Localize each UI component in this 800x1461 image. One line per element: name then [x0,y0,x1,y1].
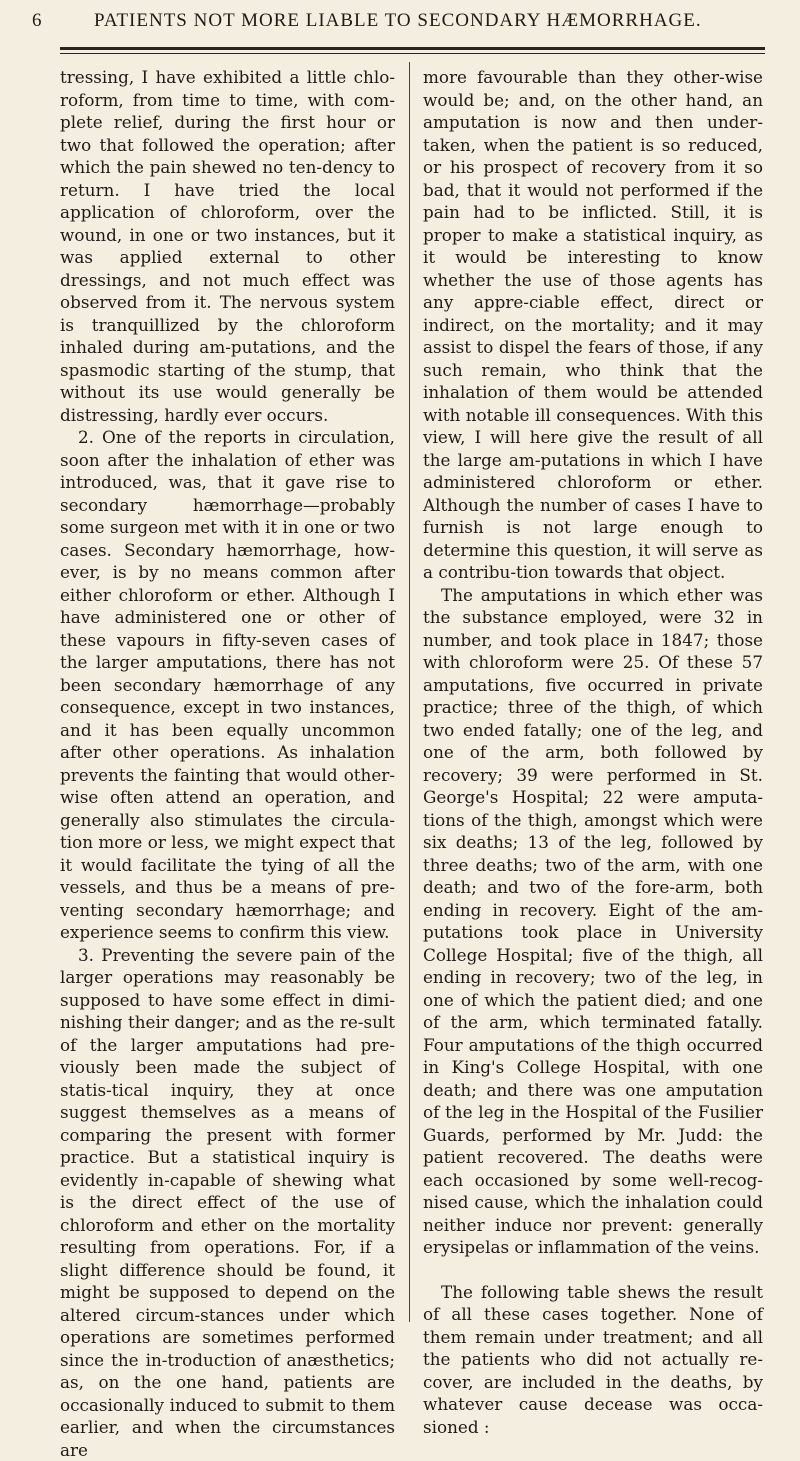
right-column [423,66,763,1438]
running-title: PATIENTS NOT MORE LIABLE TO SECONDARY HÆMORRHAGE. [94,10,702,32]
right-paragraph-3: The following table shews the result of all these cases together. None of them remain under treatment; and all the patients who did not actually re-cover, are included in the deaths, by whatever cause decease was occa-sioned : [423,1281,763,1439]
left-column [60,66,395,1461]
running-head [32,10,772,40]
left-paragraph-3: 3. Preventing the severe pain of the larger operations may reasonably be supposed to have some effect in dimi-nishing their danger; and as the re-sult of the larger amputations had pre-viously been made the subject of statis-tical inquiry, they at once suggest themselves as a means of comparing the present with former practice. But a statistical inquiry is evidently in-capable of shewing what is the direct effect of the use of chloroform and ether on the mortality resulting from operations. For, if a slight difference should be found, it might be supposed to depend on the altered circum-stances under which operations are sometimes performed since the in-troduction of anæsthetics; as, on the one hand, patients are occasionally induced to submit to them earlier, and when the circumstances are [60,944,395,1461]
header-rule-thin [60,53,765,54]
column-divider [409,62,410,1322]
page-number: 6 [32,10,43,32]
left-paragraph-1: tressing, I have exhibited a little chlo-roform, from time to time, with com-plete relief, during the first hour or two that followed the operation; after which the pain shewed no ten-dency to return. I have tried the local application of chloroform, over the wound, in one or two instances, but it was applied external to other dressings, and not much effect was observed from it. The nervous system is tranquillized by the chloroform inhaled during am-putations, and the spasmodic starting of the stump, that without its use would generally be distressing, hardly ever occurs. [60,66,395,426]
right-paragraph-1: more favourable than they other-wise would be; and, on the other hand, an amputation is now and then under-taken, when the patient is so reduced, or his prospect of recovery from it so bad, that it would not performed if the pain had to be inflicted. Still, it is proper to make a statistical inquiry, as it would be interesting to know whether the use of those agents has any appre-ciable effect, direct or indirect, on the mortality; and it may assist to dispel the fears of those, if any such remain, who think that the inhalation of them would be attended with notable ill consequences. With this view, I will here give the result of all the large am-putations in which I have administered chloroform or ether. Although the number of cases I have to furnish is not large enough to determine this question, it will serve as a contribu-tion towards that object. [423,66,763,584]
right-paragraph-2: The amputations in which ether was the substance employed, were 32 in number, and took place in 1847; those with chloroform were 25. Of these 57 amputations, five occurred in private practice; three of the thigh, of which two ended fatally; one of the leg, and one of the arm, both followed by recovery; 39 were performed in St. George's Hospital; 22 were amputa-tions of the thigh, amongst which were six deaths; 13 of the leg, followed by three deaths; two of the arm, with one death; and two of the fore-arm, both ending in recovery. Eight of the am-putations took place in University College Hospital; five of the thigh, all ending in recovery; two of the leg, in one of which the patient died; and one of the arm, which terminated fatally. Four amputations of the thigh occurred in King's College Hospital, with one death; and there was one amputation of the leg in the Hospital of the Fusilier Guards, performed by Mr. Judd: the patient recovered. The deaths were each occasioned by some well-recog-nised cause, which the inhalation could neither induce nor prevent: generally erysipelas or inflammation of the veins. [423,584,763,1259]
header-rule-thick [60,47,765,50]
left-paragraph-2: 2. One of the reports in circulation, soon after the inhalation of ether was introduced, was, that it gave rise to secondary hæmorrhage—probably some surgeon met with it in one or two cases. Secondary hæmorrhage, how-ever, is by no means common after either chloroform or ether. Although I have administered one or other of these vapours in fifty-seven cases of the larger amputations, there has not been secondary hæmorrhage of any consequence, except in two instances, and it has been equally uncommon after other operations. As inhalation prevents the fainting that would other-wise often attend an operation, and generally also stimulates the circula-tion more or less, we might expect that it would facilitate the tying of all the vessels, and thus be a means of pre-venting secondary hæmorrhage; and experience seems to confirm this view. [60,426,395,944]
